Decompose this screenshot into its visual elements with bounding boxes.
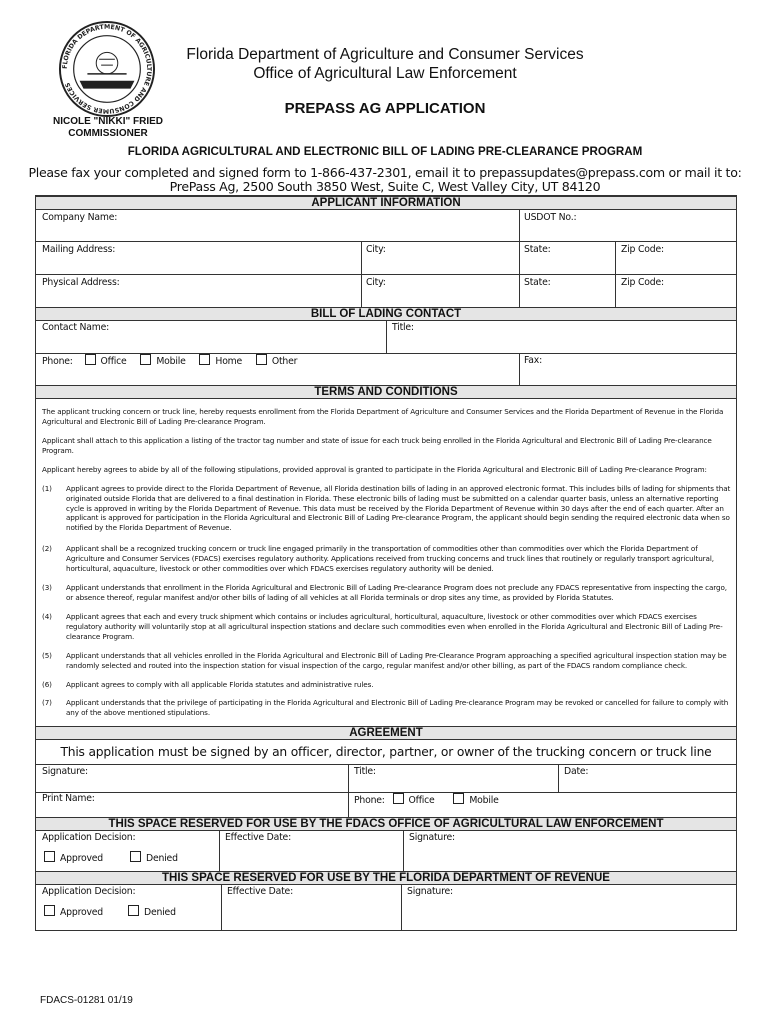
department-seal-logo — [58, 20, 156, 118]
commissioner-name: NICOLE "NIKKI" FRIED — [52, 116, 164, 127]
mobile-label: Mobile — [156, 356, 186, 367]
physical-address-field[interactable]: Physical Address: — [42, 277, 120, 288]
dor-decision-label: Application Decision: — [42, 886, 136, 897]
other-checkbox[interactable] — [256, 354, 267, 365]
dor-effective-date-field[interactable]: Effective Date: — [227, 886, 294, 897]
submission-instructions: Please fax your completed and signed form to 1-866-437-2301, email it to prepassupdates@prepass.com or mail it to: — [28, 165, 742, 180]
terms-paragraph-stipulations: Applicant hereby agrees to abide by all of the following stipulations, provided approval is granted to participate in the Florida Agricultural and Electronic Bill of Lading Pre-clearance Program: — [42, 465, 707, 474]
phone-type-options — [42, 354, 297, 367]
dor-denied-checkbox[interactable] — [128, 905, 139, 916]
office-name: Office of Agricultural Law Enforcement — [253, 65, 517, 82]
stipulation-5: (5) Applicant understands that all vehicles enrolled in the Florida Agricultural and Electronic Bill of Lading Pre-Clearance Program approaching a specified agricultural inspection station may be randomly selected and routed into the inspection station for visual inspection of the cargo, regular manifest and/or other billing, as part of the FDACS random compliance check. — [42, 651, 727, 670]
fax-field[interactable]: Fax: — [524, 355, 543, 366]
agreement-mobile-label: Mobile — [469, 795, 499, 806]
stipulation-6: (6) Applicant agrees to comply with all applicable Florida statutes and administrative rules. — [42, 680, 374, 689]
dor-signature-field[interactable]: Signature: — [407, 886, 453, 897]
contact-name-field[interactable]: Contact Name: — [42, 322, 110, 333]
terms-paragraph-enrollment: The applicant trucking concern or truck line, hereby requests enrollment from the Florida Department of Agriculture and Consumer Services and the Florida Department of Revenue in the Florida Agricultural and Electronic Bill of Lading Pre-clearance Program. — [42, 407, 724, 426]
stipulation-7: (7) Applicant understands that the privilege of participating in the Florida Agricultural and Electronic Bill of Lading Pre-clearance Program may be revoked or cancelled for failure to comply with any of the above mentioned stipulations. — [42, 698, 729, 717]
home-checkbox[interactable] — [199, 354, 210, 365]
physical-city-field[interactable]: City: — [366, 277, 386, 288]
dor-approved-label: Approved — [60, 907, 103, 918]
usdot-field[interactable]: USDOT No.: — [524, 212, 577, 223]
other-label: Other — [271, 356, 298, 367]
program-name: FLORIDA AGRICULTURAL AND ELECTRONIC BILL OF LADING PRE-CLEARANCE PROGRAM — [127, 145, 643, 158]
mobile-checkbox[interactable] — [140, 354, 151, 365]
company-name-field[interactable]: Company Name: — [42, 212, 118, 223]
section-fdacs-reserved: THIS SPACE RESERVED FOR USE BY THE FDACS OFFICE OF AGRICULTURAL LAW ENFORCEMENT — [36, 817, 736, 831]
application-form — [35, 195, 737, 931]
commissioner-title: COMMISSIONER — [68, 128, 148, 139]
fdacs-denied-checkbox[interactable] — [130, 851, 141, 862]
fdacs-approved-label: Approved — [60, 853, 103, 864]
agreement-phone-label: Phone: — [354, 795, 385, 806]
stipulation-3: (3) Applicant understands that enrollment in the Florida Agricultural and Electronic Bill of Lading Pre-clearance Program does not preclude any FDACS representative from inspecting the cargo, or absence thereof, regular manifest and/or other bills of lading of all vehicles at all Florida terminals or drop sites any time, as provided by Florida Statutes. — [42, 583, 727, 602]
physical-state-field[interactable]: State: — [524, 277, 551, 288]
agreement-statement: This application must be signed by an officer, director, partner, or owner of the trucking concern or truck line — [60, 745, 712, 759]
section-dor-reserved: THIS SPACE RESERVED FOR USE BY THE FLORIDA DEPARTMENT OF REVENUE — [36, 871, 736, 885]
stipulation-2: (2) Applicant shall be a recognized trucking concern or truck line engaged primarily in the transportation of commodities other than commodities over which the Florida Department of Agriculture and Consumer Services (FDACS) exercises regulatory authority. Applications received from trucking concerns and truck lines that routinely or regularly transport agricultural, horticultural, aquaculture, livestock or other commodities over which FDACS exercises regulatory authority will be denied. — [42, 544, 714, 573]
mailing-address-field[interactable]: Mailing Address: — [42, 244, 116, 255]
fdacs-denied-option[interactable] — [130, 851, 178, 864]
stipulation-1: (1) Applicant agrees to provide direct to the Florida Department of Revenue, all Florida destination bills of lading in an approved electronic format. This includes bills of lading for shipments that originated outside Florida that are delivered to a final destination in Florida. These electronic bills of lading must be submitted on a calendar quarter basis, unless an alternative reporting cycle is approved in writing by the Florida Department of Revenue. This data must be received by the Florida Department of Revenue within 30 days after the end of each quarter. After an applicant is approved for participation in the Florida Agricultural and Electronic Bill of Lading Pre-clearance Program, the applicant should begin sending the required electronic data when so notified by the Florida Department of Revenue. — [42, 484, 731, 533]
mailing-zip-field[interactable]: Zip Code: — [621, 244, 664, 255]
agreement-signature-field[interactable]: Signature: — [42, 766, 88, 777]
section-terms-and-conditions: TERMS AND CONDITIONS — [36, 385, 736, 399]
dor-denied-option[interactable] — [128, 905, 176, 918]
agreement-phone-options — [354, 793, 499, 806]
fdacs-effective-date-field[interactable]: Effective Date: — [225, 832, 292, 843]
fdacs-decision-label: Application Decision: — [42, 832, 136, 843]
office-checkbox[interactable] — [85, 354, 96, 365]
agreement-mobile-checkbox[interactable] — [453, 793, 464, 804]
fdacs-signature-field[interactable]: Signature: — [409, 832, 455, 843]
form-number: FDACS-01281 01/19 — [40, 995, 133, 1006]
fdacs-approved-checkbox[interactable] — [44, 851, 55, 862]
dor-approved-checkbox[interactable] — [44, 905, 55, 916]
agreement-office-label: Office — [408, 795, 435, 806]
phone-label: Phone: — [42, 356, 73, 367]
contact-title-field[interactable]: Title: — [392, 322, 414, 333]
terms-paragraph-attachment: Applicant shall attach to this application a listing of the tractor tag number and state of issue for each truck being enrolled in the Florida Agricultural and Electronic Bill of Lading Pre-clearance Program. — [42, 436, 712, 455]
dor-denied-label: Denied — [144, 907, 176, 918]
section-agreement: AGREEMENT — [36, 726, 736, 740]
agreement-office-checkbox[interactable] — [393, 793, 404, 804]
office-label: Office — [100, 356, 127, 367]
svg-text:FLORIDA DEPARTMENT OF AGRICULT: FLORIDA DEPARTMENT OF AGRICULTURE AND CONSUMER SERVICES — [61, 23, 153, 115]
physical-zip-field[interactable]: Zip Code: — [621, 277, 664, 288]
dor-approved-option[interactable] — [44, 905, 103, 918]
stipulation-4: (4) Applicant agrees that each and every truck shipment which contains or includes agricultural, horticultural, aquaculture, livestock or other commodities over which FDACS exercises regulatory authority will voluntarily stop at all agricultural inspection stations and declare such commodities even when enrolled in the Florida Agricultural and Electronic Bill of Lading Pre-clearance Program. — [42, 612, 723, 641]
home-label: Home — [215, 356, 243, 367]
agreement-date-field[interactable]: Date: — [564, 766, 589, 777]
fdacs-denied-label: Denied — [146, 853, 178, 864]
print-name-field[interactable]: Print Name: — [42, 793, 95, 804]
department-name: Florida Department of Agriculture and Consumer Services — [186, 46, 584, 63]
form-title: PREPASS AG APPLICATION — [284, 100, 486, 117]
fdacs-approved-option[interactable] — [44, 851, 103, 864]
mailing-state-field[interactable]: State: — [524, 244, 551, 255]
agreement-title-field[interactable]: Title: — [354, 766, 376, 777]
section-bill-of-lading-contact: BILL OF LADING CONTACT — [36, 307, 736, 321]
mailing-address-instructions: PrePass Ag, 2500 South 3850 West, Suite C, West Valley City, UT 84120 — [169, 179, 601, 194]
mailing-city-field[interactable]: City: — [366, 244, 386, 255]
section-applicant-information: APPLICANT INFORMATION — [36, 196, 736, 210]
